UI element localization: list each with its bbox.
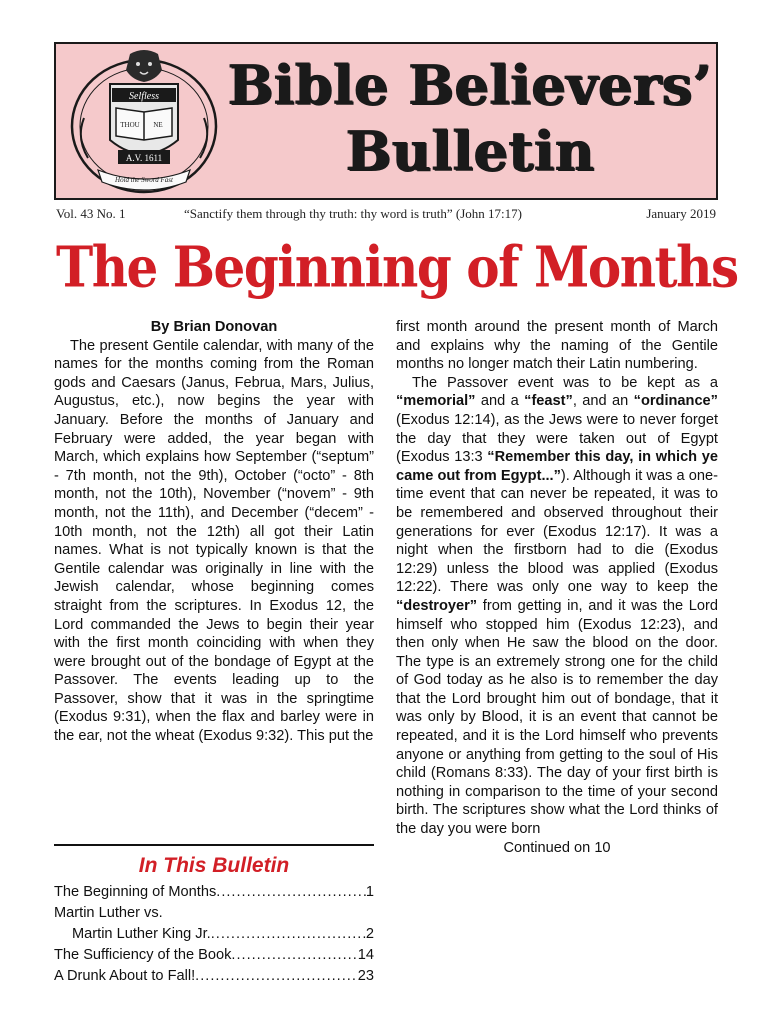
masthead-title-line2: Bulletin bbox=[346, 119, 596, 183]
motto: “Sanctify them through thy truth: thy word is truth” (John 17:17) bbox=[184, 206, 522, 221]
article-right-column bbox=[396, 318, 718, 857]
toc-item[interactable]: The Sufficiency of the Book ..... 14 bbox=[54, 945, 374, 966]
article-paragraph: The Passover event was to be kept as a “memorial” and a “feast”, and an “ordinance” (Exodus 12:14), as the Jews were to never forget the day that they were taken out of Egypt (Exodus 13:3 “Remember this day, in which ye came out from Egypt...”). Although it was a one-time event that can never be repeated, it was to be remembered and observed throughout their generations for ever (Exodus 12:17). It was a night when the firstborn had to die (Exodus 12:29) unless the blood was applied (Exodus 12:22). There was only one way to keep the “destroyer” from getting in, and it was the Lord himself who stopped him (Exodus 12:23), and then only when He saw the blood on the door. The type is an extremely strong one for the child of God today as he also is to remember the day that the Lord brought him out of bondage, that it was only by Blood, it is an event that cannot be repeated, and it is the Lord himself who prevents anyone or anything from getting to the soul of His child (Romans 8:33). The day of your first birth is nothing in comparison to the time of your second birth. The scriptures show what the Lord thinks of the day you were born bbox=[396, 374, 718, 838]
table-of-contents bbox=[54, 844, 374, 987]
continued-note[interactable]: Continued on 10 bbox=[503, 839, 611, 856]
article-left-column bbox=[54, 318, 374, 746]
contents-title: In This Bulletin bbox=[138, 854, 290, 877]
byline: By Brian Donovan bbox=[150, 319, 278, 335]
seal-book-left: THOU bbox=[120, 121, 140, 129]
toc-item[interactable]: Martin Luther vs. bbox=[54, 905, 163, 921]
article-paragraph: The present Gentile calendar, with many of the names for the months coming from the Roman gods and Caesars (Janus, Februa, Mars, Julius, Augustus, etc.), now begins the year with January. Before the months of January and February were added, the year began with March, which explains how September (“septum” - 7th month, not the 9th), October (“octo” - 8th month, not the 10th), November (“novem” - 9th month, not the 11th), and December (“decem” - 10th month, not the 12th) all got their Latin names. What is not typically known is that the Gentile calendar was originally in line with the Jewish calendar, whose beginning comes straight from the scriptures. In Exodus 12, the Lord commanded the Jews to begin their year with the first month coinciding with when they were brought out of the bondage of Egypt at the Passover. The events leading up to the Passover, show that it was in the springtime (Exodus 9:31), when the flax and barley were in the ear, not the wheat (Exodus 9:32). This put the bbox=[54, 337, 374, 745]
toc-item[interactable]: A Drunk About to Fall! ..... 23 bbox=[54, 966, 374, 987]
article-headline: The Beginning of Months bbox=[56, 233, 738, 300]
article-paragraph: first month around the present month of March and explains why the naming of the Gentile months no longer match their Latin numbering. bbox=[396, 319, 718, 373]
seal-bottom-text: A.V. 1611 bbox=[125, 153, 163, 163]
masthead bbox=[54, 42, 718, 200]
volume-number: Vol. 43 No. 1 bbox=[56, 206, 126, 221]
masthead-title-line1: Bible Believers’ bbox=[228, 53, 713, 117]
issue-date: January 2019 bbox=[646, 206, 716, 221]
seal-banner: Selfless bbox=[129, 91, 159, 102]
seal-logo bbox=[70, 48, 218, 196]
seal-book-right: NE bbox=[153, 121, 163, 129]
toc-item[interactable]: The Beginning of Months ..... 1 bbox=[54, 882, 374, 903]
issue-info-row bbox=[54, 206, 718, 224]
seal-scroll-text: Hold the Sword Fast bbox=[115, 176, 173, 184]
toc-item[interactable]: Martin Luther King Jr. ..... 2 bbox=[54, 924, 374, 945]
